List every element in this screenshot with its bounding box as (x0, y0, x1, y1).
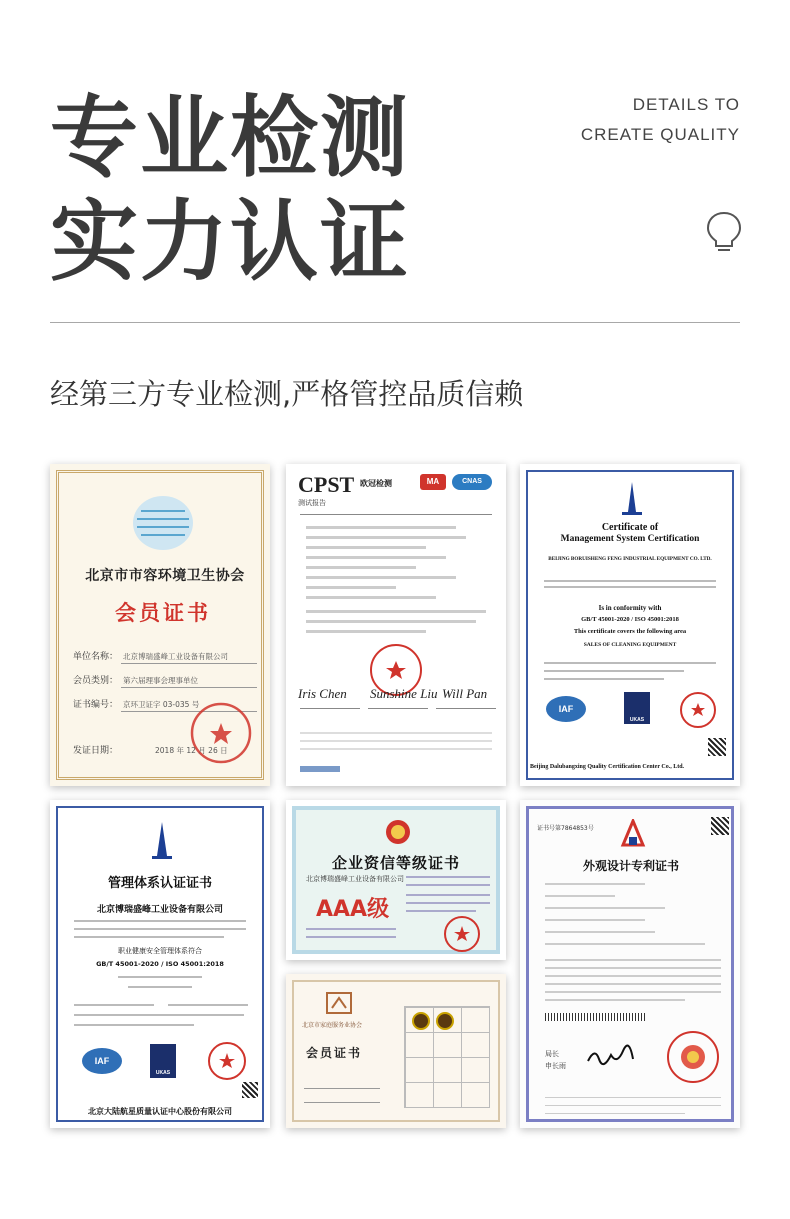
cert7-line (545, 967, 721, 969)
qr-code-icon (708, 738, 726, 756)
cert7-line (545, 1113, 685, 1114)
english-subtitle (581, 90, 740, 150)
cert1-title: 会员证书 (115, 601, 211, 625)
cert1-type-label: 会员类别： (73, 676, 119, 686)
cert7-line (545, 895, 615, 897)
cert4-line (74, 936, 224, 938)
cert4-title: 管理体系认证证书 (107, 876, 212, 891)
ukas-logo (624, 692, 650, 724)
cert3-line (544, 678, 664, 680)
cnas-badge-text: CNAS (462, 478, 482, 485)
cert7-line (545, 1097, 721, 1098)
cert5-grade: AAA级 (316, 897, 390, 922)
report-line (306, 576, 456, 579)
cert4-scope: 职业健康安全管理体系符合 (118, 947, 202, 955)
cert3-line (544, 586, 716, 588)
cert6-line (304, 1102, 380, 1103)
signature-icon (585, 1043, 635, 1069)
ma-badge-text: MA (426, 477, 440, 486)
report-line (436, 708, 496, 709)
cert6-org: 北京市家庭服务业协会 (302, 1022, 363, 1029)
cert3-line (544, 670, 684, 672)
red-seal-icon (678, 690, 718, 730)
cert3-line (544, 662, 716, 664)
cert4-line (118, 976, 202, 978)
cert1-date-label: 发证日期： (73, 746, 119, 756)
cert7-title: 外观设计专利证书 (582, 859, 679, 873)
cert3-footer: Beijing Dalubangxing Quality Certification Center Co., Ltd. (530, 764, 685, 770)
cert5-line (306, 936, 396, 938)
cert3-company: BEIJING BORUISHENG FENG INDUSTRIAL EQUIPMENT CO. LTD. (548, 556, 712, 562)
cert5-line (406, 910, 476, 912)
cert2-report-title: 测试报告 (298, 499, 326, 507)
cert5-line (406, 894, 490, 896)
ukas-logo-text: UKAS (155, 1070, 171, 1076)
report-line (306, 526, 456, 529)
national-emblem-seal-icon (665, 1029, 721, 1085)
cert1-type-value: 第六届理事会理事单位 (123, 676, 198, 685)
cpst-logo: CPST (298, 472, 355, 497)
cert5-line (406, 876, 490, 878)
cert6-line (304, 1088, 380, 1089)
report-line (306, 596, 436, 599)
cert-cpst-test-report (286, 464, 506, 786)
qr-code-icon (242, 1082, 258, 1098)
cert4-footer: 北京大陆航星质量认证中心股份有限公司 (88, 1107, 232, 1116)
cert-membership-home-service (286, 974, 506, 1128)
association-logo (324, 990, 354, 1016)
report-line (306, 566, 416, 569)
iaf-logo-text: IAF (558, 704, 574, 714)
cert1-unit-value: 北京博瑞盛峰工业设备有限公司 (123, 652, 228, 661)
cert3-area: SALES OF CLEANING EQUIPMENT (583, 642, 677, 648)
cert3-title-2: Management System Certification (560, 534, 700, 544)
credit-emblem-icon (384, 818, 412, 846)
report-line (306, 630, 426, 633)
cert7-line (545, 1105, 721, 1106)
report-line (300, 514, 492, 515)
report-line (300, 740, 492, 742)
iaf-logo-text: IAF (94, 1056, 110, 1066)
cert7-number: 证书号第7864853号 (537, 825, 594, 832)
cert1-no-value: 京环卫证字 03-035 号 (123, 700, 200, 709)
signature-1: Iris Chen (298, 686, 347, 701)
lightbulb-icon (704, 209, 744, 255)
signature-3: Will Pan (442, 686, 488, 701)
cert-management-system-en (520, 464, 740, 786)
cert7-line (545, 959, 721, 961)
cert4-line (128, 986, 192, 988)
cert4-line (74, 928, 246, 930)
cert6-title: 会员证书 (306, 1046, 363, 1060)
cert7-line (545, 983, 721, 985)
hero-title-line2: 实力认证 (50, 190, 411, 293)
cert4-standard: GB/T 45001-2020 / ISO 45001:2018 (96, 960, 224, 968)
report-footer-bar (300, 766, 340, 772)
report-line (306, 620, 476, 623)
qr-code-icon (711, 817, 729, 835)
report-line (306, 556, 446, 559)
cert3-standard: GB/T 45001-2020 / ISO 45001:2018 (581, 616, 679, 623)
cert1-no-label: 证书编号： (73, 700, 119, 710)
ma-badge (420, 474, 446, 490)
english-subtitle-line1: DETAILS TO (632, 95, 740, 114)
cert3-conform: Is in conformity with (598, 604, 662, 612)
cert4-line (74, 1004, 154, 1006)
tower-logo-icon (620, 482, 644, 518)
association-logo (131, 493, 195, 553)
report-line (306, 610, 486, 613)
gold-seal-icon (412, 1012, 430, 1030)
cert5-company: 北京博瑞盛峰工业设备有限公司 (306, 875, 404, 883)
cert7-line (545, 907, 665, 909)
cert7-line (545, 975, 721, 977)
cert4-line (74, 1024, 194, 1026)
tower-logo-icon (150, 822, 174, 862)
gold-seal-icon (436, 1012, 454, 1030)
iaf-logo (546, 696, 586, 722)
report-line (306, 546, 426, 549)
cert4-line (168, 1004, 248, 1006)
report-line (368, 708, 428, 709)
barcode-icon (545, 1013, 645, 1021)
report-line (306, 536, 466, 539)
header-divider (50, 322, 740, 323)
cert3-covers: This certificate covers the following area (573, 628, 687, 635)
cert1-org: 北京市市容环境卫生协会 (85, 568, 245, 584)
cert4-line (74, 1014, 244, 1016)
ukas-logo (150, 1044, 176, 1078)
report-line (300, 708, 360, 709)
cert-credit-rating (286, 800, 506, 960)
cert7-line (545, 931, 655, 933)
cert-membership-sanitation (50, 464, 270, 786)
cert3-title-1: Certificate of (601, 522, 659, 533)
cert-design-patent (520, 800, 740, 1128)
hero-title-line1: 专业检测 (50, 86, 411, 189)
cert5-line (406, 902, 490, 904)
cert4-line (74, 920, 246, 922)
cert3-line (544, 580, 716, 582)
cert7-line (545, 991, 721, 993)
cert7-line (545, 999, 685, 1001)
cpst-brand-cn: 欧冠检测 (360, 479, 392, 488)
cert4-company: 北京博瑞盛峰工业设备有限公司 (96, 905, 223, 915)
report-line (300, 748, 492, 750)
cert1-underline-2 (121, 687, 257, 688)
signature-2: Sunshine Liu (370, 686, 438, 701)
ukas-logo-text: UKAS (629, 717, 645, 723)
cert-management-system-cn (50, 800, 270, 1128)
cert7-director-name: 申长雨 (545, 1062, 566, 1070)
cert5-line (306, 928, 396, 930)
cert1-date-value: 2018 年 12 月 26 日 (155, 746, 228, 755)
cert5-title: 企业资信等级证书 (331, 854, 460, 872)
patent-logo-icon (619, 819, 647, 849)
cert5-line (406, 884, 490, 886)
cert7-director-label: 局长 (545, 1050, 559, 1058)
iaf-logo (82, 1048, 122, 1074)
hero-title (50, 86, 410, 294)
tagline: 经第三方专业检测,严格管控品质信赖 (50, 377, 524, 411)
english-subtitle-line2: CREATE QUALITY (580, 125, 740, 144)
red-seal-icon (206, 1040, 248, 1082)
cert1-underline-1 (121, 663, 257, 664)
cert7-line (545, 883, 645, 885)
report-line (306, 586, 396, 589)
cnas-badge (452, 474, 492, 490)
red-seal-icon (442, 914, 482, 954)
cert7-line (545, 943, 705, 945)
report-line (300, 732, 492, 734)
cert1-unit-label: 单位名称： (73, 652, 119, 662)
cert7-line (545, 919, 645, 921)
